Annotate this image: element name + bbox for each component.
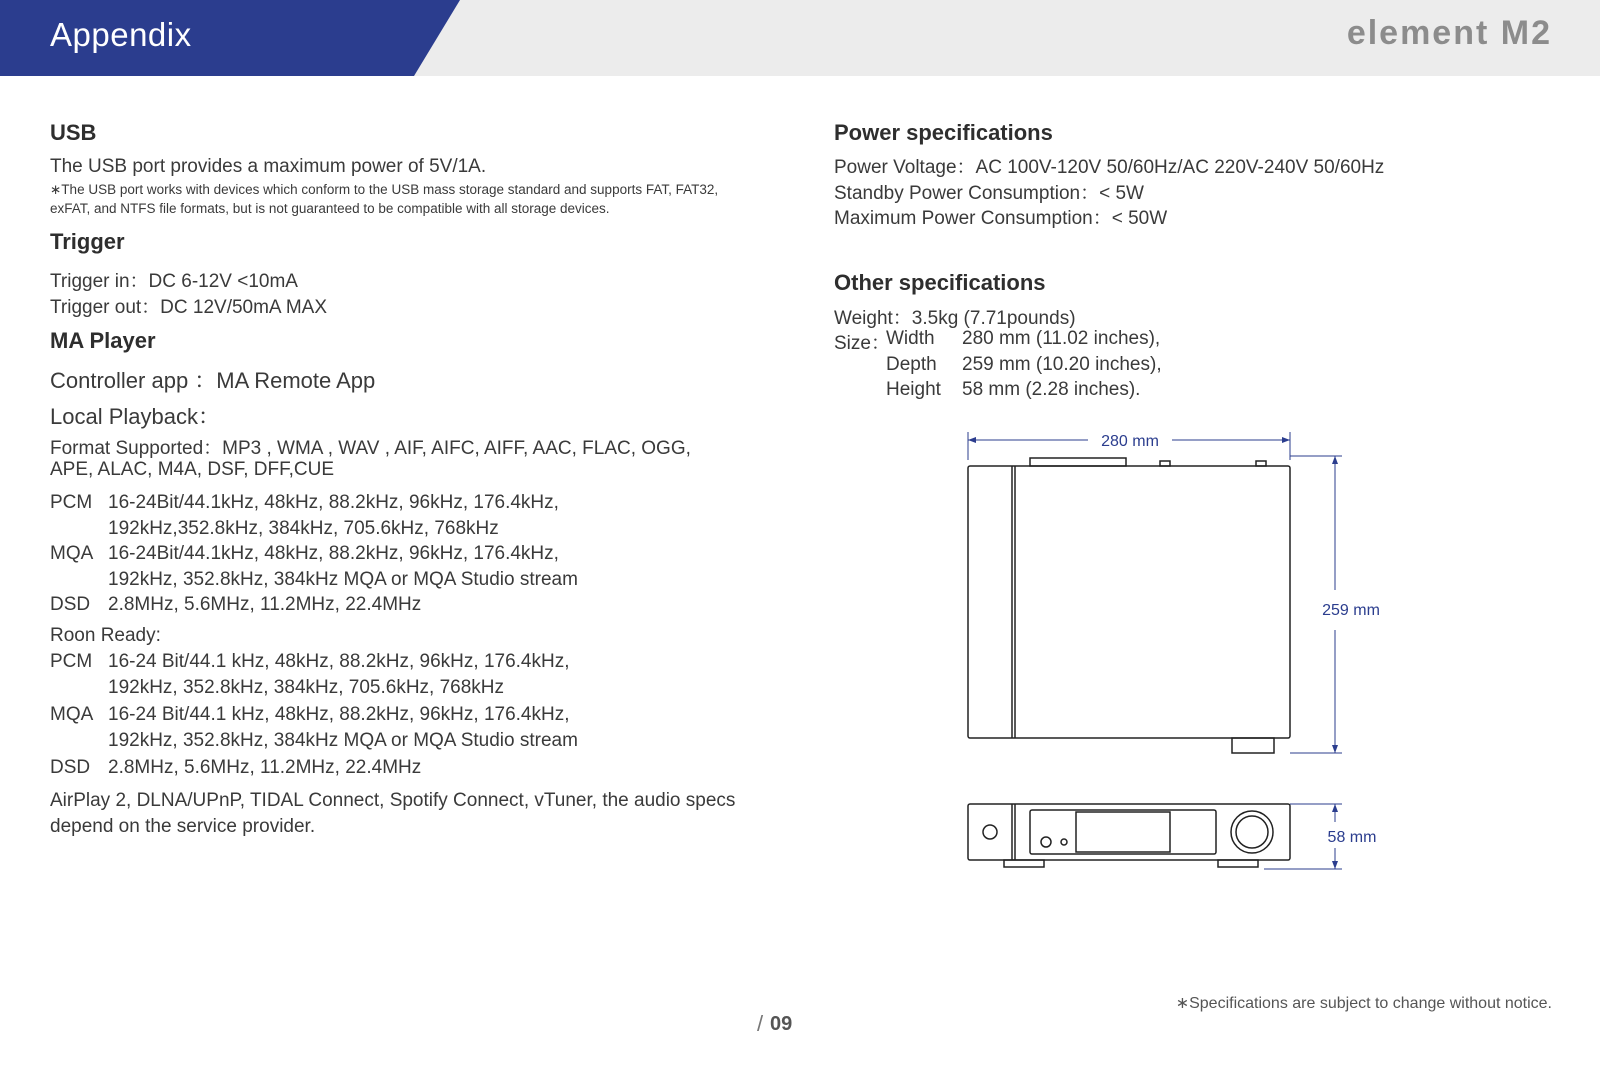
size-key: Depth [886, 354, 937, 375]
usb-line: The USB port provides a maximum power of 5V/1A. [50, 156, 487, 177]
spec-value: 2.8MHz, 5.6MHz, 11.2MHz, 22.4MHz [108, 594, 422, 615]
roon-pcm-row [50, 651, 570, 673]
width-label: 280 mm [1101, 433, 1159, 450]
formats-line-2: APE, ALAC, M4A, DSF, DFF,CUE [50, 459, 335, 480]
services-line-2: depend on the service provider. [50, 816, 316, 837]
power-heading: Power specifications [834, 120, 1053, 145]
usb-heading: USB [50, 120, 97, 145]
power-voltage: Power Voltage：AC 100V-120V 50/60Hz/AC 220V-240V 50/60Hz [834, 157, 1385, 178]
ma-player-heading: MA Player [50, 328, 156, 353]
size-value: 58 mm (2.28 inches). [962, 379, 1141, 400]
spec-label: PCM [50, 492, 93, 513]
brand-logo: element M2 [1346, 14, 1552, 52]
local-mqa-row [50, 543, 559, 565]
page-number-slash: / [757, 1011, 764, 1036]
roon-mqa-row [50, 704, 570, 726]
trigger-out: Trigger out：DC 12V/50mA MAX [50, 297, 328, 318]
usb-note-line-2: exFAT, and NTFS file formats, but is not guaranteed to be compatible with all storage devices. [50, 201, 610, 216]
spec-value: 16-24 Bit/44.1 kHz, 48kHz, 88.2kHz, 96kHz, 176.4kHz, [108, 651, 570, 672]
formats-line-1: Format Supported：MP3 , WMA , WAV , AIF, AIFC, AIFF, AAC, FLAC, OGG, [50, 438, 691, 459]
usb-note [50, 180, 750, 218]
spec-label: PCM [50, 651, 93, 672]
local-playback-label: Local Playback： [50, 404, 220, 429]
controller-app: Controller app ：MA Remote App [50, 368, 376, 393]
spec-value: 16-24Bit/44.1kHz, 48kHz, 88.2kHz, 96kHz, 176.4kHz, [108, 492, 559, 513]
spec-value: 16-24 Bit/44.1 kHz, 48kHz, 88.2kHz, 96kHz, 176.4kHz, [108, 704, 570, 725]
trigger-in: Trigger in：DC 6-12V <10mA [50, 271, 298, 292]
roon-ready-label: Roon Ready: [50, 625, 161, 646]
weight-line: Weight：3.5kg (7.71pounds) [834, 308, 1076, 329]
depth-label: 259 mm [1322, 602, 1380, 619]
standby-power: Standby Power Consumption：< 5W [834, 183, 1144, 204]
other-heading: Other specifications [834, 270, 1046, 295]
roon-dsd-row [50, 757, 421, 779]
spec-value: 2.8MHz, 5.6MHz, 11.2MHz, 22.4MHz [108, 757, 422, 778]
spec-label: DSD [50, 594, 91, 615]
size-key: Width [886, 328, 935, 349]
height-label: 58 mm [1327, 829, 1377, 846]
local-dsd-row [50, 594, 421, 616]
size-label: Size： [834, 333, 890, 354]
spec-value: 16-24Bit/44.1kHz, 48kHz, 88.2kHz, 96kHz, 176.4kHz, [108, 543, 559, 564]
spec-label: MQA [50, 543, 94, 564]
spec-label: DSD [50, 757, 91, 778]
page-title: Appendix [50, 16, 192, 53]
max-power: Maximum Power Consumption：< 50W [834, 208, 1168, 229]
front-view-device [968, 804, 1290, 867]
size-key: Height [886, 379, 941, 400]
size-height-row [886, 379, 1140, 401]
size-value: 280 mm (11.02 inches), [962, 328, 1161, 349]
roon-mqa-row-2: 192kHz, 352.8kHz, 384kHz MQA or MQA Studio stream [108, 730, 578, 751]
page-number: 09 [770, 1013, 793, 1035]
spec-label: MQA [50, 704, 94, 725]
size-depth-row [886, 354, 1162, 376]
local-pcm-row [50, 492, 559, 514]
local-pcm-row-2: 192kHz,352.8kHz, 384kHz, 705.6kHz, 768kHz [108, 518, 499, 539]
dimension-diagram [960, 430, 1400, 880]
trigger-heading: Trigger [50, 229, 125, 254]
usb-note-line-1: ∗The USB port works with devices which conform to the USB mass storage standard and supports FAT, FAT32, [50, 182, 719, 197]
roon-pcm-row-2: 192kHz, 352.8kHz, 384kHz, 705.6kHz, 768kHz [108, 677, 505, 698]
spec-change-note: ∗Specifications are subject to change without notice. [1175, 995, 1552, 1012]
top-view-device [968, 458, 1290, 753]
local-mqa-row-2: 192kHz, 352.8kHz, 384kHz MQA or MQA Studio stream [108, 569, 578, 590]
size-value: 259 mm (10.20 inches), [962, 354, 1162, 375]
size-width-row [886, 328, 1160, 350]
services-line-1: AirPlay 2, DLNA/UPnP, TIDAL Connect, Spotify Connect, vTuner, the audio specs [50, 790, 736, 811]
